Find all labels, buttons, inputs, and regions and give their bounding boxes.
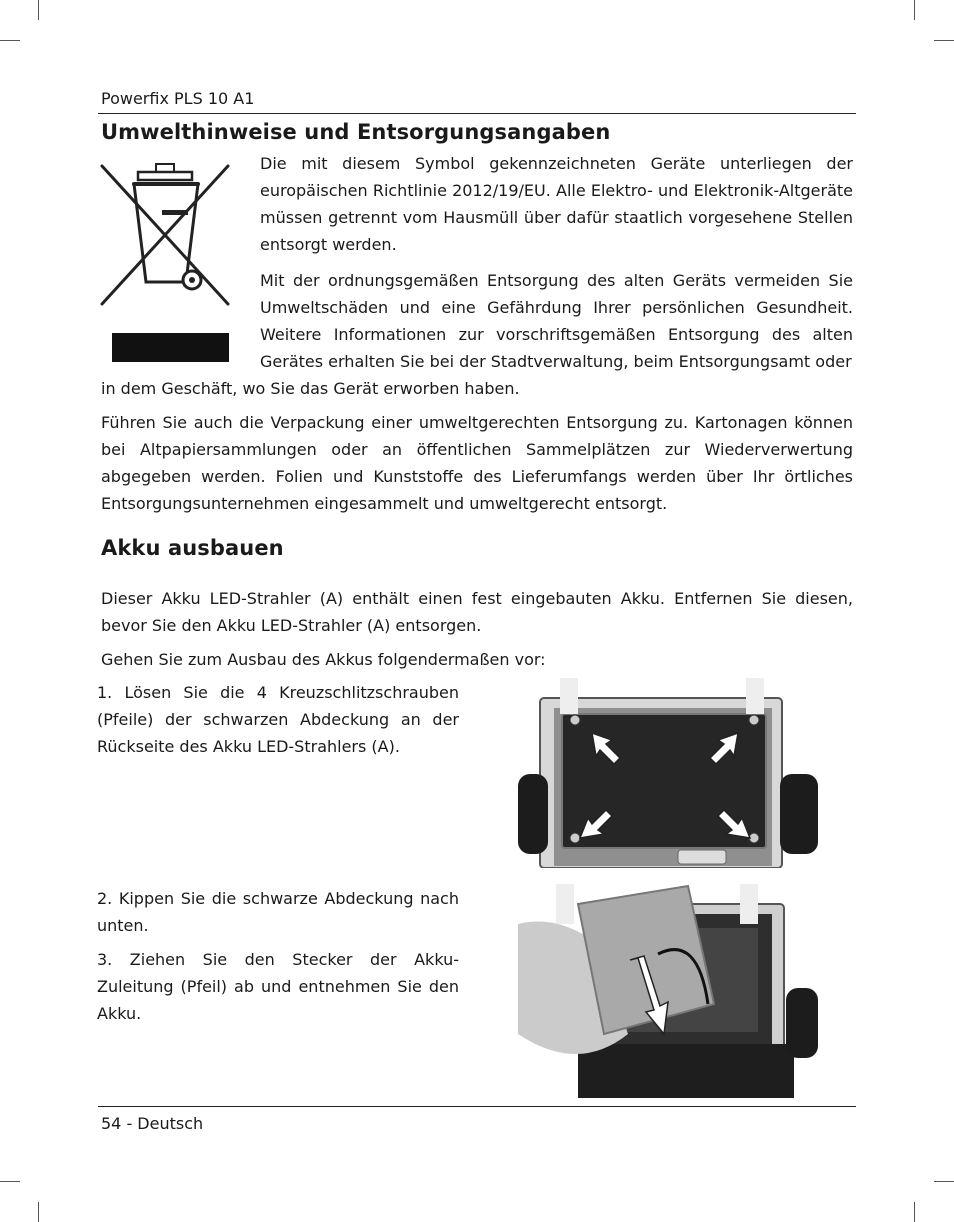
page-number: 54 - Deutsch: [101, 1114, 204, 1133]
step-2-text: 2. Kippen Sie die schwarze Abdeckung nach unten.: [97, 889, 459, 935]
crop-mark: [934, 1181, 954, 1182]
running-header: Powerfix PLS 10 A1: [101, 89, 255, 108]
paragraph-battery-intro: Dieser Akku LED-Strahler (A) enthält einen fest eingebauten Akku. Entfernen Sie diesen, bevor Sie den Akku LED-Strahler (A) entsorgen.: [101, 589, 853, 635]
paragraph-battery-procedure: Gehen Sie zum Ausbau des Akkus folgendermaßen vor:: [101, 650, 546, 669]
section-heading-environment: Umwelthinweise und Entsorgungsangaben: [101, 120, 611, 144]
footer-rule: [98, 1106, 856, 1107]
crop-mark: [38, 0, 39, 20]
crop-mark: [0, 1181, 20, 1182]
paragraph-proper-disposal: Mit der ordnungsgemäßen Entsorgung des alten Geräts vermeiden Sie Umweltschäden und eine Gefährdung Ihrer persönlichen Gesundheit. Weitere Informationen zur vorschriftsgemäßen Entsorgung des alten Gerätes erhalten Sie bei der Stadtverwaltung, beim Entsorgungsamt oder: [260, 271, 853, 371]
photo-remove-battery: [518, 884, 818, 1098]
paragraph-proper-disposal-continued: in dem Geschäft, wo Sie das Gerät erworben haben.: [101, 379, 520, 398]
crop-mark: [934, 40, 954, 41]
header-rule: [98, 113, 856, 114]
paragraph-weee-directive: Die mit diesem Symbol gekennzeichneten Geräte unterliegen der europäischen Richtlinie 2012/19/EU. Alle Elektro- und Elektronik-Altgeräte müssen getrennt vom Hausmüll über dafür staatlich vorgesehene Stellen entsorgt werden.: [260, 154, 853, 254]
step-3-text: 3. Ziehen Sie den Stecker der Akku-Zuleitung (Pfeil) ab und entnehmen Sie den Akku.: [97, 950, 459, 1023]
crop-mark: [0, 40, 20, 41]
section-heading-battery: Akku ausbauen: [101, 536, 284, 560]
crop-mark: [38, 1202, 39, 1222]
crossed-out-wheelie-bin-icon: [100, 160, 232, 365]
step-1-text: 1. Lösen Sie die 4 Kreuzschlitzschrauben (Pfeile) der schwarzen Abdeckung an der Rückseite des Akku LED-Strahlers (A).: [97, 683, 459, 756]
crop-mark: [914, 0, 915, 20]
photo-back-cover-screws: [518, 678, 818, 868]
crop-mark: [914, 1202, 915, 1222]
paragraph-packaging-disposal: Führen Sie auch die Verpackung einer umweltgerechten Entsorgung zu. Kartonagen können bei Altpapiersammlungen oder an öffentlichen Sammelplätzen zur Wiederverwertung abgegeben werden. Folien und Kunststoffe des Lieferumfangs werden über Ihr örtliches Entsorgungsunternehmen eingesammelt und umweltgerecht entsorgt.: [101, 413, 853, 513]
